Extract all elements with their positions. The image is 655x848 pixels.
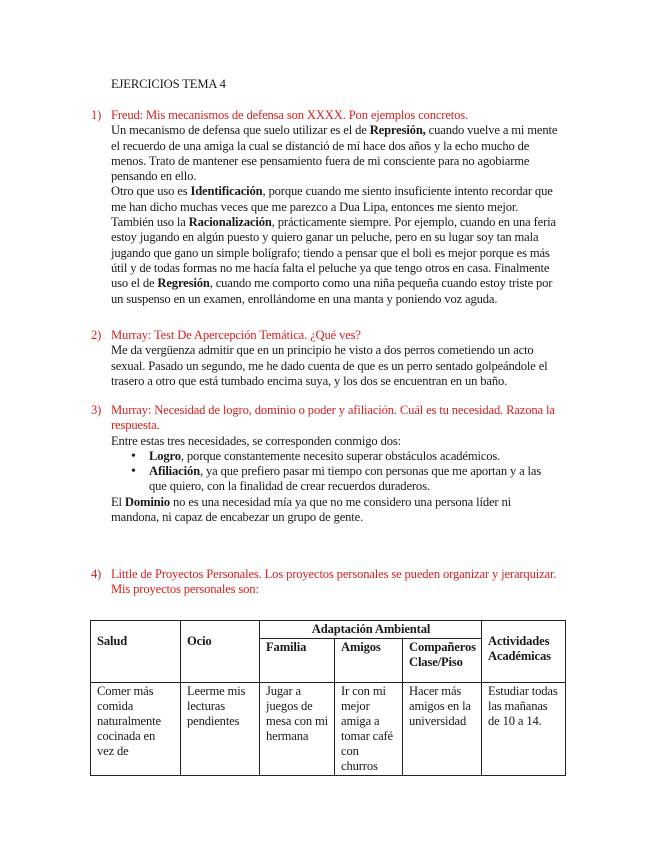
answer-2 xyxy=(111,343,561,389)
list-item: • Logro, porque constantemente necesito superar obstáculos académicos. xyxy=(111,449,561,464)
needs-list xyxy=(111,449,561,495)
answer-3 xyxy=(111,434,561,526)
header-cell: Familia xyxy=(260,639,335,683)
question-text: Murray: Necesidad de logro, dominio o poder y afiliación. Cuál es tu necesidad. Razona la respuesta. xyxy=(111,403,555,433)
table-cell: Hacer más amigos en la universidad xyxy=(403,683,482,776)
question-number: 1) xyxy=(91,108,102,122)
question-3 xyxy=(91,403,561,434)
term-logro: Logro xyxy=(149,448,181,463)
question-2 xyxy=(91,328,561,343)
header-cell: Salud xyxy=(91,621,181,683)
answer-paragraph: Un mecanismo de defensa que suelo utilizar es el de Represión, cuando vuelve a mi mente el recuerdo de una amiga la cual se distanció de mí hace dos años y la echo mucho de menos. Trato de mantener ese pensamiento fuera de mi consciente para no agobiarme pensando en ello. xyxy=(111,123,558,184)
header-cell: Actividades Académicas xyxy=(482,621,566,683)
question-text: Little de Proyectos Personales. Los proyectos personales se pueden organizar y jerarquizar. Mis proyectos personales son: xyxy=(111,567,557,597)
question-number: 3) xyxy=(91,403,102,417)
header-cell: Amigos xyxy=(335,639,403,683)
answer-1 xyxy=(111,123,561,307)
table-row xyxy=(91,683,566,776)
answer-paragraph: Me da vergüenza admitir que en un principio he visto a dos perros cometiendo un acto sexual. Pasado un segundo, me he dado cuenta de que es un perro sentado golpeándole el trasero a otro que está tumbado encima suya, y los dos se encuentran en un baño. xyxy=(111,343,548,388)
answer-paragraph: Entre estas tres necesidades, se corresponden conmigo dos: xyxy=(111,433,401,448)
exercise-3 xyxy=(91,403,561,525)
answer-paragraph: Otro que uso es Identificación, porque cuando me siento insuficiente intento recordar que me han dicho muchas veces que me parezco a Dua Lipa, entonces me siento mejor. También uso la Racionalización, prácticamente siempre. Por ejemplo, cuando en una feria estoy jugando en algún puesto y quiero ganar un peluche, pero en su lugar soy tan mala jugando que gano un simple bolígrafo; tiendo a pensar que el boli es mejor porque es más útil y de todas formas no me hacía falta el peluche ya que tengo otros en casa. Finalmente uso el de Regresión, cuando me comporto como una niña pequeña cuando estoy triste por un suspenso en un examen, enrollándome en una manta y poniendo voz aguda. xyxy=(111,184,556,306)
header-cell: Compañeros Clase/Piso xyxy=(403,639,482,683)
table-header-row xyxy=(91,621,566,639)
table-cell: Leerme mis lecturas pendientes xyxy=(181,683,260,776)
exercise-4 xyxy=(91,567,561,598)
header-cell: Ocio xyxy=(181,621,260,683)
term-regresion: Regresión xyxy=(157,276,210,291)
question-number: 2) xyxy=(91,328,102,342)
question-number: 4) xyxy=(91,567,102,581)
term-dominio: Dominio xyxy=(124,494,171,509)
term-represion: Represión, xyxy=(369,123,426,138)
table-cell: Jugar a juegos de mesa con mi hermana xyxy=(260,683,335,776)
list-item: • Afiliación, ya que prefiero pasar mi tiempo con personas que me aportan y a las que quiero, con la finalidad de crear recuerdos duraderos. xyxy=(111,464,561,495)
document-title: EJERCICIOS TEMA 4 xyxy=(111,77,226,91)
question-text: Murray: Test De Apercepción Temática. ¿Qué ves? xyxy=(111,328,361,342)
term-afiliacion: Afiliación xyxy=(149,464,200,479)
personal-projects-table xyxy=(90,620,566,776)
table-cell: Ir con mi mejor amiga a tomar café con churros xyxy=(335,683,403,776)
term-identificacion: Identificación xyxy=(190,184,263,199)
answer-paragraph: El Dominio no es una necesidad mía ya que no me considero una persona líder ni mandona, ni capaz de encabezar un grupo de gente. xyxy=(111,494,511,525)
question-4 xyxy=(91,567,561,598)
exercise-2 xyxy=(91,328,561,389)
exercise-1 xyxy=(91,108,561,307)
table-cell: Estudiar todas las mañanas de 10 a 14. xyxy=(482,683,566,776)
term-racionalizacion: Racionalización xyxy=(188,215,272,230)
question-text: Freud: Mis mecanismos de defensa son XXXX. Pon ejemplos concretos. xyxy=(111,108,469,122)
question-1 xyxy=(91,108,561,123)
group-header-cell: Adaptación Ambiental xyxy=(260,621,482,639)
table-cell: Comer más comida naturalmente cocinada en vez de xyxy=(91,683,181,776)
